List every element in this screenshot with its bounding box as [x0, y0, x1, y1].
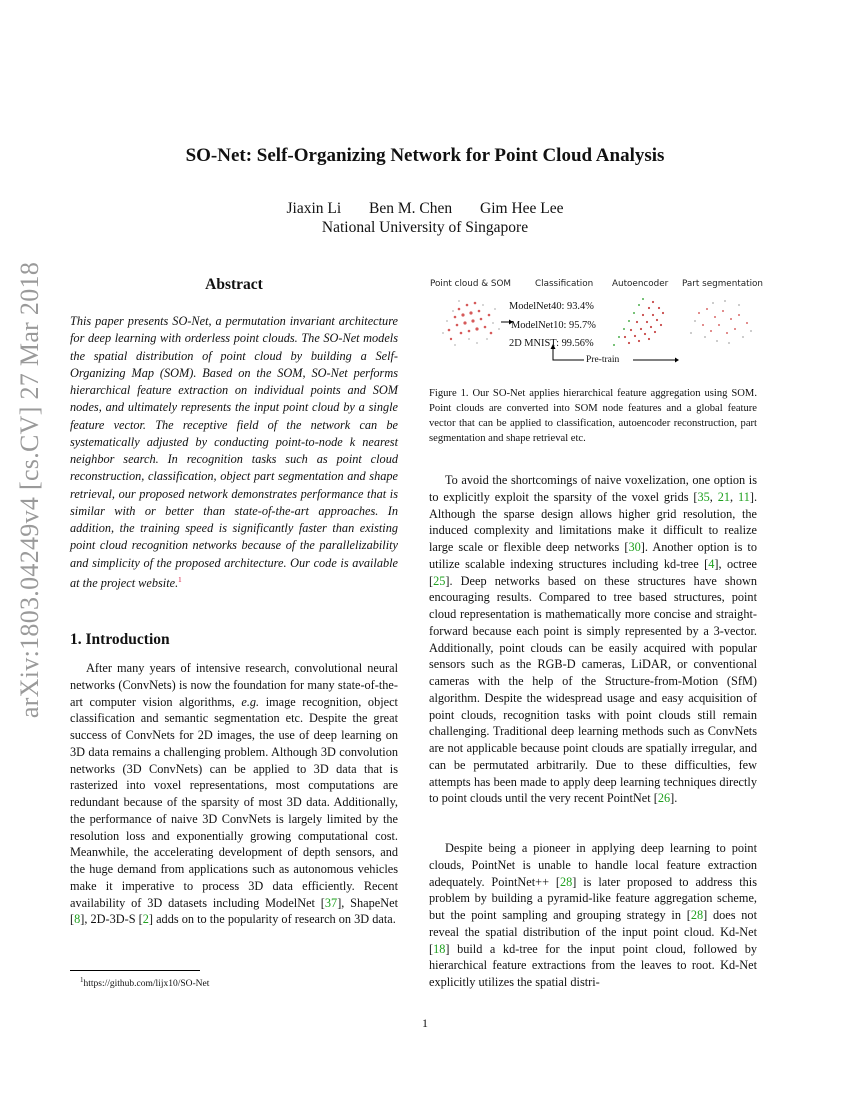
pretrain-label: Pre-train — [586, 355, 620, 365]
autoencoder-image — [613, 298, 644, 346]
citation-link[interactable]: 25 — [433, 573, 446, 588]
arxiv-stamp — [8, 261, 52, 719]
body-paragraph — [429, 840, 757, 991]
citation-link[interactable]: 8 — [74, 912, 81, 927]
abstract-heading: Abstract — [205, 276, 263, 293]
citation-link[interactable]: 35 — [697, 489, 710, 504]
text-run: ]. Although the sparse design allows higher grid resolution, the induced complexity and limitations make it difficult to realize large scale or flexible deep networks [ — [429, 489, 758, 554]
citation-link[interactable]: 11 — [738, 489, 750, 504]
citation-link[interactable]: 18 — [433, 941, 446, 956]
body-paragraph — [429, 472, 757, 807]
citation-link[interactable]: 26 — [657, 791, 671, 806]
figure-panel-label: Autoencoder — [612, 279, 669, 289]
text-run: image recognition, object classification and semantic segmentation etc. Despite the great success of ConvNets for 2D images, the use of deep learning on 3D data remains a challenging problem. Although 3D convolution networks (3D ConvNets) can be applied to 3D data that is rasterized into voxel representations, most computations are redundant because of the sparsity of most 3D data. Additionally, the performance of naive 3D ConvNets is largely limited by the resolution loss and exponentially growing computational cost. Meanwhile, the accelerating development of depth sensors, and the huge demand from applications such as autonomous vehicles make it imperative to process 3D data efficiently. Recent availability of 3D datasets including ModelNet [ — [70, 694, 398, 910]
abstract-body — [70, 313, 398, 592]
text-run: After many years of intensive research, convolutional neural networks (ConvNets) is now the foundation for many state-of-the-art computer vision algorithms, — [70, 661, 398, 709]
text-run: ], octree [ — [429, 556, 757, 588]
citation-link[interactable]: 2 — [142, 912, 149, 927]
text-run: ], 2D-3D-S [ — [80, 912, 143, 927]
figure-panel-label: Point cloud & SOM — [430, 279, 512, 289]
text-run: ]. Deep networks based on these structures have shown encouraging results. Compared to tree based structures, point cloud representation is mathematically more concise and straight-forward because each point is simply represented by a 3-vector. Additionally, point clouds can be easily acquired with popular sensors such as the RGB-D cameras, LiDAR, or conventional cameras with the help of the Structure-from-Motion (SfM) algorithm. Despite the widespread usage and easy acquisition of point clouds, recognition tasks with point clouds still remain challenging. Traditional deep learning methods such as ConvNets are not applicable because point clouds are spatially irregular, and can be permutated arbitrarily. Due to these difficulties, few attempts has been made to apply deep learning techniques directly to point clouds until the very recent PointNet [ — [429, 573, 757, 806]
text-run: To avoid the shortcomings of naive voxelization, one option is to explicitly exploit the sparsity of the voxel grids [ — [429, 473, 757, 504]
arxiv-id: arXiv:1803.04249v4 [cs.CV] 27 Mar 2018 — [15, 261, 45, 719]
author: Jiaxin Li — [286, 200, 342, 217]
footnote-mark[interactable]: 1 — [178, 575, 182, 584]
text-run: ] is later proposed to address this problem by building a pyramid-like feature aggregation scheme, but the point sampling and grouping strategy in [ — [429, 874, 757, 922]
footnote-url[interactable]: https://github.com/lijx10/SO-Net — [83, 979, 210, 990]
figure-caption: Figure 1. Our SO-Net applies hierarchical feature aggregation using SOM. Point clouds are converted into SOM node features and a global feature vector that can be applied to classification, autoencoder reconstruction, part segmentation and shape retrieval etc. — [429, 388, 757, 444]
page-number: 1 — [422, 1016, 428, 1030]
footnote — [80, 976, 209, 989]
citation-link[interactable]: 37 — [324, 895, 338, 910]
author: Gim Hee Lee — [480, 200, 564, 217]
citation-link[interactable]: 21 — [717, 489, 731, 504]
citation-link[interactable]: 28 — [690, 908, 704, 922]
text-run: ] does not reveal the spatial distribution of the input point cloud. Kd-Net [ — [429, 908, 757, 956]
figure-result: 2D MNIST: 99.56% — [509, 338, 594, 349]
text-run: e.g. — [241, 694, 260, 709]
citation-link[interactable]: 4 — [708, 556, 715, 571]
paper-title: SO-Net: Self-Organizing Network for Point Cloud Analysis — [185, 145, 665, 166]
figure-result: ModelNet10: 95.7% — [511, 320, 596, 331]
part-segmentation-image — [698, 308, 748, 334]
citation-link[interactable]: 28 — [559, 874, 573, 889]
author: Ben M. Chen — [369, 200, 453, 217]
som-point-cloud-image — [448, 302, 493, 341]
figure-panel-label: Classification — [535, 279, 594, 289]
text-run: ] build a kd-tree for the input point cloud, followed by hierarchical feature extractions from the leaves to root. Kd-Net explicitly utilizes the spatial distri- — [429, 941, 757, 989]
figure-1 — [429, 275, 765, 370]
figure-panel-label: Part segmentation — [682, 279, 763, 289]
text-run: ] adds on to the popularity of research on 3D data. — [148, 912, 396, 927]
text-run: ]. Another option is to utilize scalable indexing structures including kd-tree [ — [429, 540, 757, 571]
text-run: , — [709, 489, 718, 504]
citation-link[interactable]: 30 — [628, 540, 641, 554]
text-run: , — [730, 489, 738, 504]
text-run: ]. — [670, 791, 678, 806]
footnote-number: 1 — [80, 976, 84, 984]
text-run: Despite being a pioneer in applying deep learning to point clouds, PointNet is unable to handle local feature extraction adequately. PointNet++ [ — [429, 841, 757, 889]
author-list — [0, 200, 850, 218]
abstract-text: This paper presents SO-Net, a permutation invariant architecture for deep learning with orderless point clouds. The SO-Net models the spatial distribution of point cloud by building a Self-Organizing Map (SOM). Based on the SOM, SO-Net performs hierarchical feature extraction on individual points and SOM nodes, and ultimately represents the input point cloud by a single feature vector. The receptive field of the network can be systematically adjusted by conducting point-to-node k nearest neighbor search. In recognition tasks such as point cloud reconstruction, classification, object part segmentation and shape retrieval, our proposed network demonstrates performance that is similar with or better than state-of-the-art approaches. In addition, the training speed is significantly faster than existing point cloud recognition networks because of the parallelizability and simplicity of the proposed architecture. Our code is available at the project website. — [70, 314, 398, 590]
text-run: ], ShapeNet [ — [70, 895, 398, 927]
intro-heading: 1. Introduction — [70, 631, 170, 648]
figure-result: ModelNet40: 93.4% — [509, 301, 594, 312]
affiliation: National University of Singapore — [321, 219, 529, 236]
footnote-rule — [70, 970, 200, 971]
intro-paragraph — [70, 660, 398, 928]
